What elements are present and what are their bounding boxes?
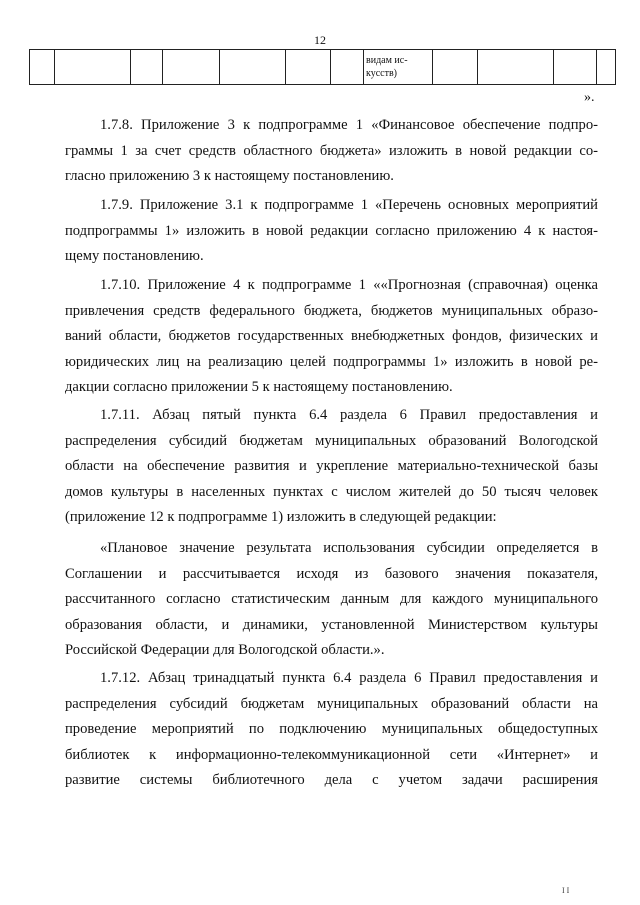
text-line: 1.7.8. Приложение 3 к подпрограмме 1 «Финансовое обеспечение подпро- bbox=[100, 117, 598, 133]
text-line: образования области, и динамики, установленной Министерством культуры bbox=[65, 616, 598, 633]
page-number: 12 bbox=[314, 33, 326, 47]
table-cell bbox=[433, 50, 478, 85]
text-line: 1.7.9. Приложение 3.1 к подпрограмме 1 «Перечень основных мероприятий bbox=[100, 197, 598, 213]
text-line: дакции согласно приложении 5 к настоящему постановлению. bbox=[65, 379, 453, 396]
text-line: щему постановлению. bbox=[65, 248, 204, 265]
table-cell bbox=[478, 50, 554, 85]
text-line: 1.7.11. Абзац пятый пункта 6.4 раздела 6 Правил предоставления и bbox=[100, 407, 598, 423]
paragraph-1-7-10 bbox=[65, 273, 598, 401]
table-cell bbox=[131, 50, 163, 85]
text-line: распределения субсидий бюджетам муниципальных образований Вологодской bbox=[65, 432, 598, 449]
paragraph-1-7-8 bbox=[65, 113, 598, 190]
table-cell-text bbox=[364, 50, 433, 85]
quoted-paragraph bbox=[65, 536, 598, 664]
table-cell bbox=[597, 50, 616, 85]
text-line: библиотек к информационно-телекоммуникационной сети «Интернет» и bbox=[65, 746, 598, 763]
text-line: подпрограммы 1» изложить в новой редакции согласно приложению 4 к настоя- bbox=[65, 222, 598, 239]
text-line: проведение мероприятий по подключению муниципальных общедоступных bbox=[65, 721, 598, 738]
table-cell-line: видам ис- bbox=[366, 55, 408, 66]
text-line: «Плановое значение результата использования субсидии определяется в bbox=[100, 540, 598, 556]
paragraph-1-7-11 bbox=[65, 403, 598, 531]
table-cell-line: кусств) bbox=[366, 68, 398, 79]
text-line: граммы 1 за счет средств областного бюджета» изложить в новой редакции со- bbox=[65, 142, 598, 159]
corner-mark: II bbox=[562, 886, 572, 895]
text-line: домов культуры в населенных пунктах с числом жителей до 50 тысяч человек bbox=[65, 483, 598, 500]
paragraph-1-7-12 bbox=[65, 666, 598, 794]
text-line: области на обеспечение развития и укрепление материально-технической базы bbox=[65, 458, 598, 475]
closing-quote-mark: ». bbox=[584, 90, 595, 105]
text-line: привлечения средств федерального бюджета, бюджетов муниципальных образо- bbox=[65, 302, 598, 319]
table-cell bbox=[286, 50, 331, 85]
table-cell bbox=[554, 50, 597, 85]
text-line: развитие системы библиотечного дела с учетом задачи расширения bbox=[65, 772, 598, 789]
text-line: 1.7.12. Абзац тринадцатый пункта 6.4 раздела 6 Правил предоставления и bbox=[100, 670, 598, 686]
table-fragment bbox=[29, 49, 616, 85]
table-cell bbox=[163, 50, 220, 85]
table-cell bbox=[331, 50, 364, 85]
table-cell bbox=[55, 50, 131, 85]
text-line: (приложение 12 к подпрограмме 1) изложить в следующей редакции: bbox=[65, 509, 497, 526]
text-line: ваний области, бюджетов государственных внебюджетных фондов, физических и bbox=[65, 328, 598, 345]
paragraph-1-7-9 bbox=[65, 193, 598, 270]
text-line: гласно приложению 3 к настоящему постановлению. bbox=[65, 168, 394, 185]
table-cell bbox=[30, 50, 55, 85]
text-line: Российской Федерации для Вологодской области.». bbox=[65, 642, 385, 659]
table-row bbox=[30, 50, 616, 85]
table-cell bbox=[220, 50, 286, 85]
text-line: Соглашении и рассчитывается исходя из базового значения показателя, bbox=[65, 565, 598, 582]
text-line: юридических лиц на реализацию целей подпрограммы 1» изложить в новой ре- bbox=[65, 353, 598, 370]
text-line: 1.7.10. Приложение 4 к подпрограмме 1 ««Прогнозная (справочная) оценка bbox=[100, 277, 598, 293]
text-line: рассчитанного согласно статистическим данным для каждого муниципального bbox=[65, 591, 598, 608]
text-line: распределения субсидий бюджетам муниципальных образований области на bbox=[65, 695, 598, 712]
